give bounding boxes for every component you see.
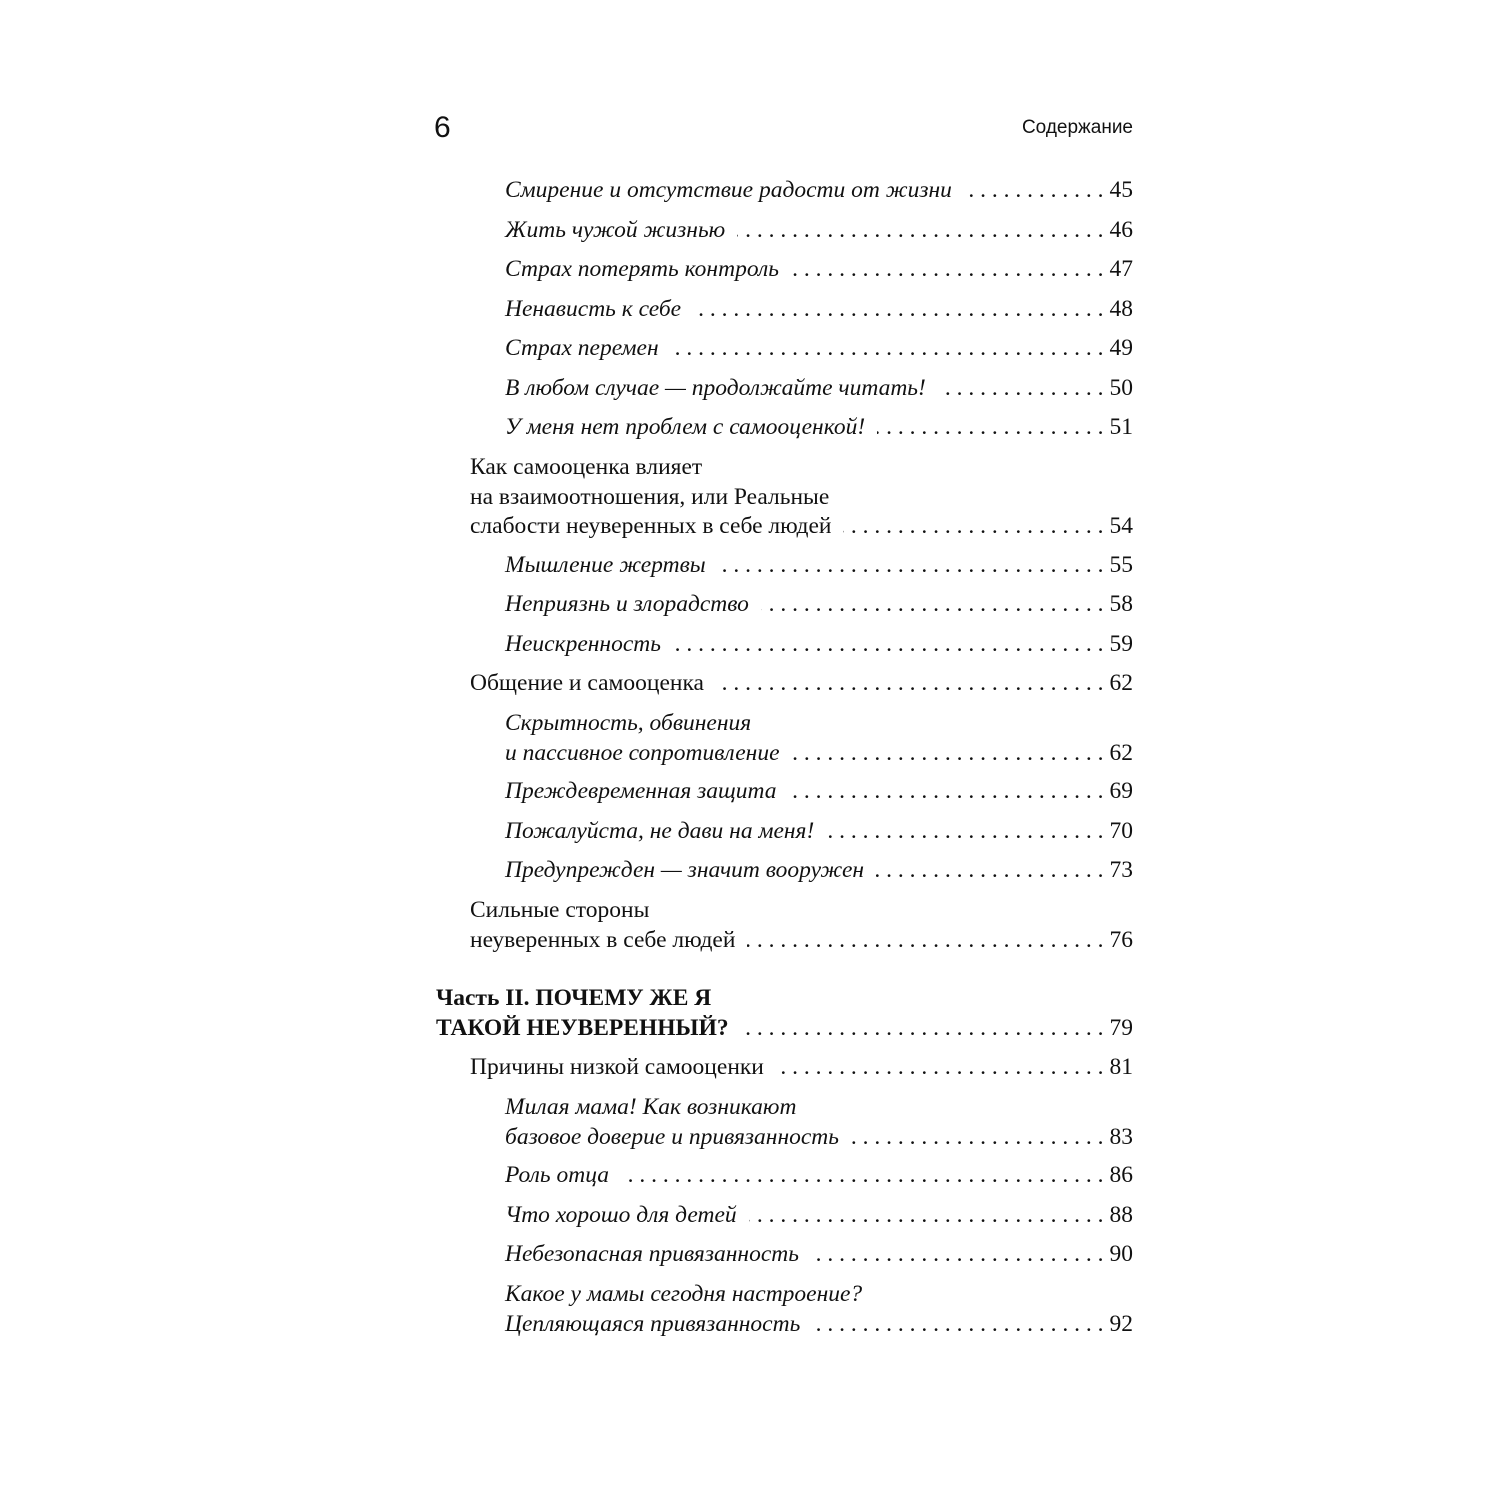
dot-leader xyxy=(812,1310,1103,1340)
toc-page-number: 58 xyxy=(1109,591,1133,617)
toc-entry-title-line: Цепляющаяся привязанность xyxy=(505,1310,801,1337)
toc-entry xyxy=(470,896,1133,955)
dot-leader xyxy=(876,856,1103,886)
toc-page-number: 49 xyxy=(1109,335,1133,361)
dot-leader xyxy=(718,551,1104,581)
toc-page-number: 86 xyxy=(1109,1162,1133,1188)
toc-page-number: 48 xyxy=(1109,296,1133,322)
dot-leader xyxy=(811,1240,1104,1270)
toc-entry xyxy=(505,1280,1133,1339)
toc-entry xyxy=(505,1161,1133,1191)
toc-page-number: 62 xyxy=(1109,739,1133,766)
toc-entry-title-line: Небезопасная привязанность xyxy=(505,1241,799,1267)
toc-entry-title-line: Часть II. ПОЧЕМУ ЖЕ Я xyxy=(436,985,712,1011)
dot-leader xyxy=(741,1014,1104,1044)
toc-entry-title-line: на взаимоотношения, или Реальные xyxy=(470,483,830,510)
toc-page-number: 88 xyxy=(1109,1202,1133,1228)
dot-leader xyxy=(938,374,1104,404)
toc-page-number: 79 xyxy=(1109,1014,1133,1041)
toc-entry xyxy=(505,1093,1133,1152)
toc-entry-title-line: Какое у мамы сегодня настроение? xyxy=(505,1281,863,1307)
toc-entry xyxy=(505,709,1133,768)
toc-page-number: 81 xyxy=(1109,1054,1133,1080)
dot-leader xyxy=(737,216,1103,246)
dot-leader xyxy=(621,1161,1104,1191)
dot-leader xyxy=(761,590,1104,620)
toc-entry-title-line: Ненависть к себе xyxy=(505,296,682,322)
toc-page-number: 45 xyxy=(1109,177,1133,203)
toc-page-number: 55 xyxy=(1109,552,1133,578)
toc-page-number: 92 xyxy=(1109,1310,1133,1337)
toc-entry xyxy=(505,413,1133,443)
toc-entry xyxy=(505,856,1133,886)
toc-entry-title-line: Жить чужой жизнью xyxy=(505,217,726,243)
toc-entry-title-line: Милая мама! Как возникают xyxy=(505,1094,797,1120)
toc-entry-title-line: В любом случае — продолжайте читать! xyxy=(505,375,926,401)
toc-page-number: 50 xyxy=(1109,375,1133,401)
dot-leader xyxy=(843,512,1103,542)
page-number: 6 xyxy=(434,111,452,144)
toc-page-number: 69 xyxy=(1109,778,1133,804)
toc-entry xyxy=(505,216,1133,246)
toc-entry-title-line: базовое доверие и привязанность xyxy=(505,1123,839,1150)
toc-entry xyxy=(470,669,1133,699)
toc-entry xyxy=(505,176,1133,206)
dot-leader xyxy=(673,630,1104,660)
toc-entry-title-line: Страх перемен xyxy=(505,335,659,361)
toc-page-number: 90 xyxy=(1109,1241,1133,1267)
toc-entry xyxy=(470,453,1133,542)
dot-leader xyxy=(671,334,1104,364)
toc-entry-title-line: Пожалуйста, не дави на меня! xyxy=(505,818,815,844)
toc-entry xyxy=(436,984,1133,1043)
dot-leader xyxy=(877,413,1103,443)
toc-entry xyxy=(505,817,1133,847)
toc-entry xyxy=(505,551,1133,581)
toc-entry-title-line: Сильные стороны xyxy=(470,897,650,923)
toc-entry-title-line: ТАКОЙ НЕУВЕРЕННЫЙ? xyxy=(436,1014,729,1041)
toc-entry-title-line: Как самооценка влияет xyxy=(470,454,703,480)
toc-entry xyxy=(505,630,1133,660)
toc-entry xyxy=(505,777,1133,807)
toc-page-number: 62 xyxy=(1109,670,1133,696)
toc-entry xyxy=(505,255,1133,285)
toc-entry-title-line: Предупрежден — значит вооружен xyxy=(505,857,865,883)
toc-entry-title-line: Преждевременная защита xyxy=(505,778,777,804)
toc-entry xyxy=(505,1240,1133,1270)
dot-leader xyxy=(789,777,1104,807)
dot-leader xyxy=(964,176,1104,206)
toc-page-number: 83 xyxy=(1109,1123,1133,1150)
dot-leader xyxy=(791,255,1104,285)
toc-page-number: 59 xyxy=(1109,631,1133,657)
dot-leader xyxy=(716,669,1104,699)
toc-entry-title-line: Общение и самооценка xyxy=(470,670,704,696)
toc-entry-title-line: Причины низкой самооценки xyxy=(470,1054,764,1080)
dot-leader xyxy=(851,1123,1104,1153)
dot-leader xyxy=(749,1201,1104,1231)
toc-entry-title-line: Роль отца xyxy=(505,1162,609,1188)
toc-entry xyxy=(505,374,1133,404)
dot-leader xyxy=(776,1053,1104,1083)
toc-entry xyxy=(505,1201,1133,1231)
toc-entry-title-line: Смирение и отсутствие радости от жизни xyxy=(505,177,952,203)
toc-entry-title-line: Страх потерять контроль xyxy=(505,256,779,282)
toc-entry-title-line: неуверенных в себе людей xyxy=(470,926,736,953)
toc-entry xyxy=(505,590,1133,620)
toc-page-number: 47 xyxy=(1109,256,1133,282)
toc-entry-title-line: Неприязнь и злорадство xyxy=(505,591,749,617)
toc-entry-title-line: У меня нет проблем с самооценкой! xyxy=(505,414,866,440)
dot-leader xyxy=(826,817,1103,847)
toc-entry-title-line: Мышление жертвы xyxy=(505,552,706,578)
toc-entry xyxy=(505,295,1133,325)
toc-entry-title-line: и пассивное сопротивление xyxy=(505,739,780,766)
toc-page-number: 46 xyxy=(1109,217,1133,243)
running-head: Содержание xyxy=(1021,117,1133,138)
toc-page-number: 54 xyxy=(1109,513,1133,539)
toc-entry-title-line: Скрытность, обвинения xyxy=(505,710,752,736)
toc-entry xyxy=(470,1053,1133,1083)
dot-leader xyxy=(747,926,1103,956)
toc-page-number: 73 xyxy=(1109,857,1133,883)
toc-entry-title-line: Что хорошо для детей xyxy=(505,1202,737,1228)
toc-entry-title-line: слабости неуверенных в себе людей xyxy=(470,513,832,539)
dot-leader xyxy=(792,739,1104,769)
toc-page-number: 51 xyxy=(1109,414,1133,440)
toc-page-number: 70 xyxy=(1109,818,1133,844)
toc-page-number: 76 xyxy=(1109,926,1133,953)
dot-leader xyxy=(693,295,1103,325)
toc-entry xyxy=(505,334,1133,364)
toc-entry-title-line: Неискренность xyxy=(505,631,661,657)
